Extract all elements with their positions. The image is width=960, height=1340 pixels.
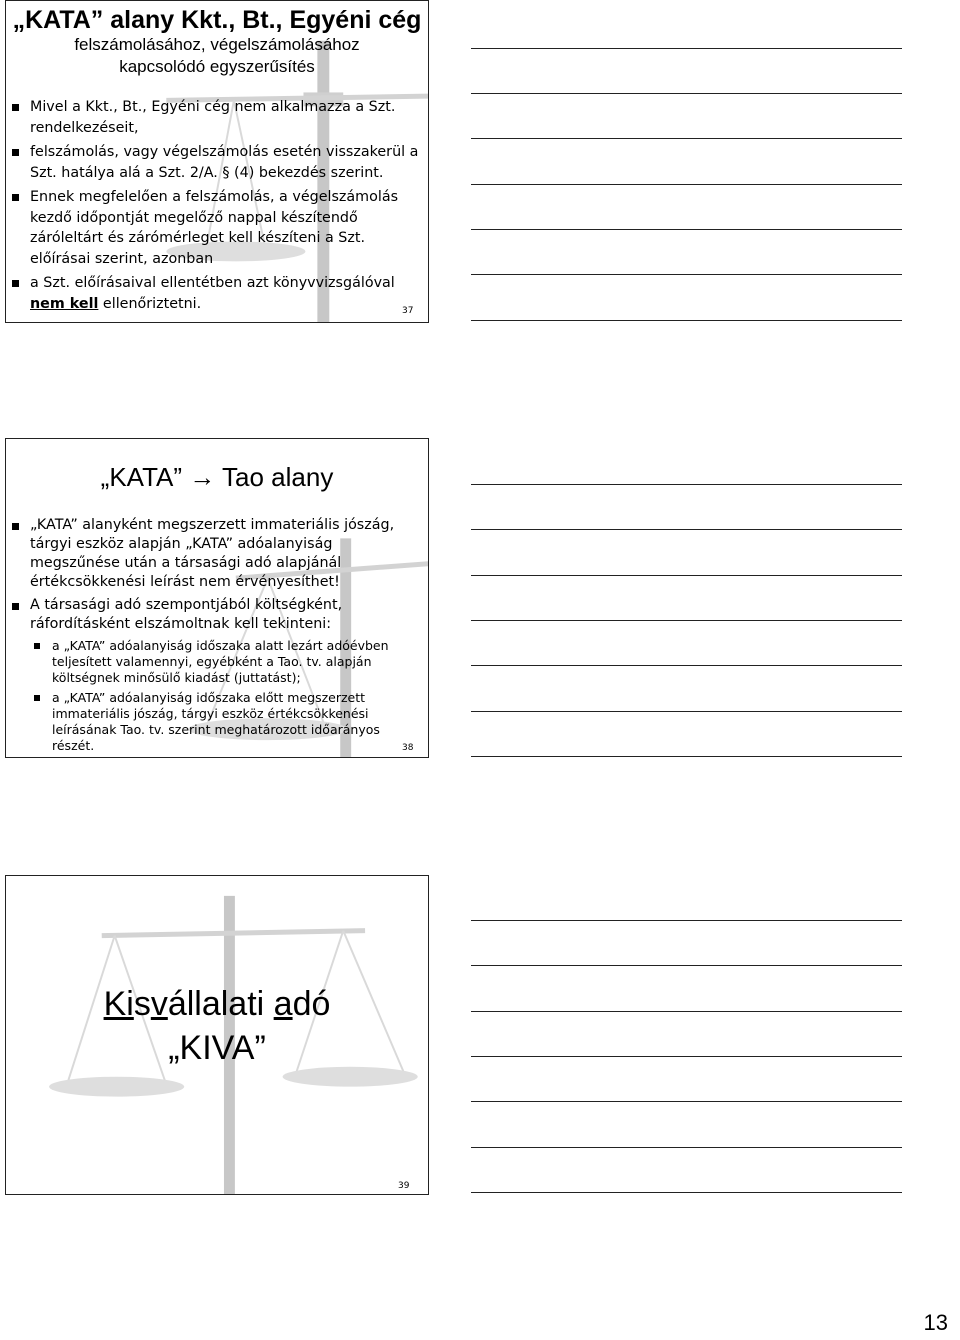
note-line [471, 138, 902, 139]
note-line [471, 711, 902, 712]
note-line [471, 229, 902, 230]
note-line [471, 756, 902, 757]
slide-number: 38 [402, 743, 414, 753]
note-line [471, 665, 902, 666]
bullet-text: a Szt. előírásaival ellentétben azt könyvvizsgálóval [30, 275, 395, 291]
slide-subtitle-line2: kapcsolódó egyszerűsítés [119, 57, 315, 76]
slide-title [6, 6, 428, 78]
bullet-text-rest: ellenőriztetni. [98, 295, 202, 312]
bullet-item: Mivel a Kkt., Bt., Egyéni cég nem alkalmazza a Szt. rendelkezéseit, [6, 97, 420, 138]
title-line2: „KIVA” [168, 1029, 266, 1067]
slide-number: 39 [398, 1181, 410, 1191]
note-line [471, 184, 902, 185]
sub-bullet-item: a „KATA” adóalanyiság időszaka alatt lezárt adóévben teljesített valamennyi, egyébként a Tao. tv. alapján költségnek minősülő kiadást (juttatást); [6, 638, 416, 686]
slide-subtitle-line1: felszámolásához, végelszámolásához [74, 35, 360, 54]
note-line [471, 920, 902, 921]
slide-title: „KATA” → Tao alany [100, 462, 334, 492]
note-line [471, 1101, 902, 1102]
slide-title-main: „KATA” alany Kkt., Bt., Egyéni cég [12, 6, 422, 34]
sub-bullet-item: a „KATA” adóalanyiság időszaka előtt megszerzett immateriális jószág, tárgyi eszköz értékcsökkenési leírásának Tao. tv. szerint meghatározott időarányos részét. [6, 690, 416, 754]
note-line [471, 48, 902, 49]
bullet-item: Ennek megfelelően a felszámolás, a végelszámolás kezdő időpontját megelőző nappal készítendő záróleltárt és zárómérleget kell készíteni a Szt. előírásai szerint, azonban [6, 187, 420, 269]
note-line [471, 529, 902, 530]
note-line [471, 93, 902, 94]
note-line [471, 575, 902, 576]
note-line [471, 620, 902, 621]
bullet-item: A társasági adó szempontjából költségként, ráfordításként elszámoltnak kell tekinteni: [6, 596, 416, 634]
note-line [471, 965, 902, 966]
note-line [471, 484, 902, 485]
note-line [471, 1056, 902, 1057]
bullet-list [6, 97, 420, 318]
bullet-item [6, 273, 420, 314]
slide-title [6, 982, 428, 1070]
bullet-item: felszámolás, vagy végelszámolás esetén visszakerül a Szt. hatálya alá a Szt. 2/A. § (4) bekezdés szerint. [6, 142, 420, 183]
note-line [471, 320, 902, 321]
slide-39 [5, 875, 429, 1195]
slide-38 [5, 438, 429, 758]
bullet-item: „KATA” alanyként megszerzett immateriális jószág, tárgyi eszköz alapján „KATA” adóalanyiság megszűnése után a társasági adó alapjánál értékcsökkenési leírást nem érvényesíthet! [6, 516, 416, 592]
bullet-list [6, 516, 416, 758]
note-line [471, 1147, 902, 1148]
note-line [471, 1011, 902, 1012]
note-line [471, 274, 902, 275]
slide-number: 37 [402, 306, 414, 316]
note-line [471, 1192, 902, 1193]
title-part: Kisvállalati adó [103, 985, 331, 1023]
page-number: 13 [923, 1310, 948, 1335]
slide-37 [5, 0, 429, 323]
emphasis-text: nem kell [30, 295, 99, 312]
